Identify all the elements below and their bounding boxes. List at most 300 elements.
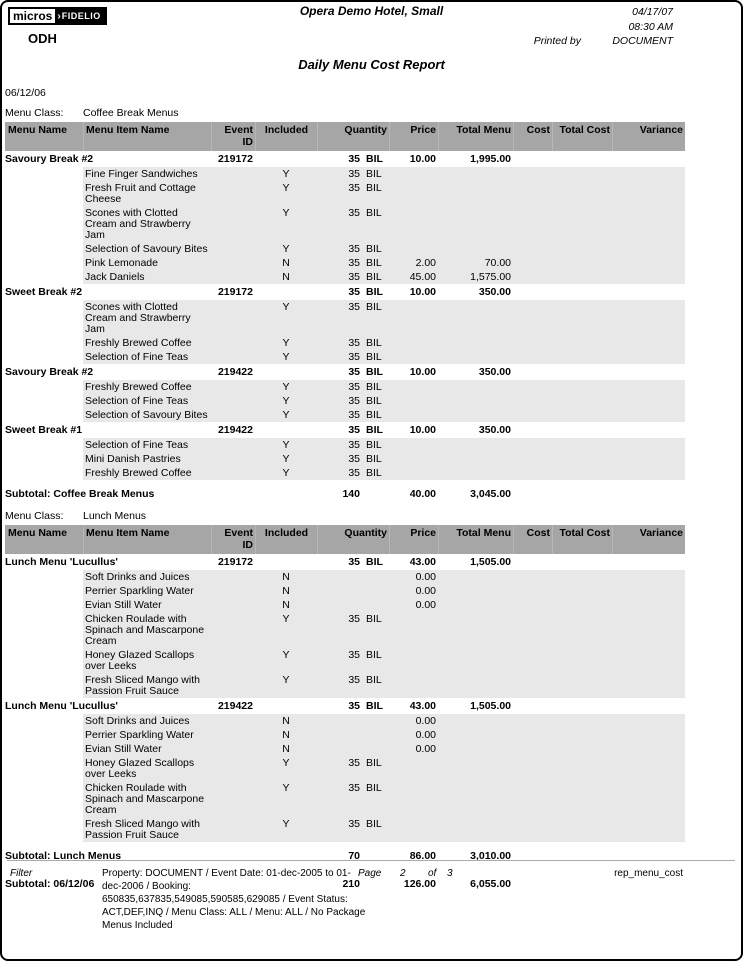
menu-total: 350.00: [478, 424, 511, 436]
item-quantity-unit: BIL: [366, 395, 382, 407]
column-header: Total Menu: [438, 122, 513, 151]
page-of-label: of: [428, 868, 437, 879]
menu-item-row: [83, 742, 685, 756]
item-quantity-unit: [362, 584, 389, 598]
item-included-flag: Y: [282, 782, 290, 794]
item-total: [438, 714, 513, 728]
item-included-flag: Y: [282, 395, 290, 407]
item-included-flag: Y: [282, 207, 290, 219]
item-price: [389, 167, 438, 181]
item-price: [389, 438, 438, 452]
item-total: [438, 206, 513, 242]
menu-class-label: Menu Class:: [5, 510, 64, 522]
item-included-flag: Y: [282, 409, 290, 421]
menu-class-value: Coffee Break Menus: [83, 107, 179, 119]
menu-item-row: [83, 167, 685, 181]
item-total: [438, 300, 513, 336]
item-total: [438, 242, 513, 256]
item-price: 45.00: [409, 271, 436, 283]
item-included-flag: Y: [282, 351, 290, 363]
report-date: 06/12/06: [5, 87, 46, 99]
item-quantity-unit: BIL: [366, 782, 382, 794]
menu-item-row: [83, 466, 685, 480]
item-quantity: 35: [348, 207, 360, 219]
item-name: Selection of Fine Teas: [85, 351, 189, 363]
menu-quantity-unit: BIL: [366, 700, 383, 712]
item-quantity: 35: [348, 337, 360, 349]
item-price: [389, 612, 438, 648]
item-name: Fine Finger Sandwiches: [85, 168, 198, 180]
menu-item-row: [83, 408, 685, 422]
item-included-flag: Y: [282, 439, 290, 451]
item-quantity: [317, 584, 362, 598]
table-header-row: [5, 122, 685, 151]
menu-event-id: 219422: [217, 366, 253, 378]
menu-name: Lunch Menu 'Lucullus': [5, 556, 118, 568]
item-total: [438, 648, 513, 673]
item-price: 0.00: [415, 599, 436, 611]
page-label: Page: [358, 868, 382, 879]
menu-quantity: 35: [348, 153, 360, 165]
item-total: [438, 336, 513, 350]
item-quantity: 35: [348, 613, 360, 625]
print-time: 08:30 AM: [628, 20, 673, 33]
menu-class-label: Menu Class:: [5, 107, 64, 119]
menu-item-row: [83, 648, 685, 673]
item-quantity-unit: BIL: [366, 613, 382, 625]
table-header-row: [5, 525, 685, 554]
menu-quantity-unit: BIL: [366, 153, 383, 165]
menu-class-row: [5, 107, 685, 119]
item-quantity-unit: BIL: [366, 351, 382, 363]
item-quantity: 35: [348, 271, 360, 283]
item-name: Pink Lemonade: [85, 257, 158, 269]
item-price: [389, 452, 438, 466]
subtotal-quantity: 210: [342, 878, 360, 890]
item-total: [438, 380, 513, 394]
menu-name: Savoury Break #2: [5, 366, 94, 378]
subtotal-total: 3,010.00: [470, 850, 511, 862]
menu-item-row: [83, 598, 685, 612]
item-price: 0.00: [415, 585, 436, 597]
item-included-flag: Y: [282, 301, 290, 313]
menu-quantity-unit: BIL: [366, 424, 383, 436]
item-total: [438, 181, 513, 206]
item-quantity-unit: [362, 728, 389, 742]
column-header: Cost: [513, 122, 552, 151]
menu-quantity: 35: [348, 366, 360, 378]
column-header: Variance: [612, 122, 685, 151]
item-quantity-unit: BIL: [366, 649, 382, 661]
item-name: Selection of Fine Teas: [85, 395, 189, 407]
menu-price: 43.00: [409, 700, 436, 712]
item-quantity-unit: BIL: [366, 207, 382, 219]
hotel-name: Opera Demo Hotel, Small: [299, 4, 444, 18]
item-quantity: 35: [348, 257, 360, 269]
item-name: Jack Daniels: [85, 271, 145, 283]
item-price: [389, 242, 438, 256]
item-total: [438, 394, 513, 408]
item-name: Chicken Roulade with Spinach and Mascarpone Cream: [85, 782, 205, 816]
menu-event-id: 219422: [217, 424, 253, 436]
item-included-flag: Y: [282, 381, 290, 393]
item-price: 2.00: [415, 257, 436, 269]
item-included-flag: Y: [282, 168, 290, 180]
item-total: [438, 673, 513, 698]
item-included-flag: N: [282, 257, 290, 269]
item-quantity: 35: [348, 818, 360, 830]
filter-criteria-text: Property: DOCUMENT / Event Date: 01-dec-2005 to 01-dec-2006 / Booking: 650835,637835,549085,590585,629085 / Event Status: ACT,DEF,INQ / Menu Class: ALL / Menu: ALL / No Package Menus Included: [102, 868, 366, 931]
menu-event-id: 219172: [217, 556, 253, 568]
menu-quantity-unit: BIL: [366, 556, 383, 568]
item-quantity: 35: [348, 439, 360, 451]
item-quantity: 35: [348, 757, 360, 769]
menu-item-row: [83, 781, 685, 817]
item-quantity: 35: [348, 467, 360, 479]
item-price: [389, 408, 438, 422]
subtotal-label: Subtotal: Lunch Menus: [5, 850, 122, 862]
column-header: Included: [255, 122, 317, 151]
menu-item-row: [83, 206, 685, 242]
item-total: [438, 408, 513, 422]
item-quantity-unit: BIL: [366, 439, 382, 451]
report-title: Daily Menu Cost Report: [298, 57, 445, 72]
page-number: 2: [400, 868, 406, 879]
item-quantity: [317, 728, 362, 742]
item-price: [389, 394, 438, 408]
item-included-flag: N: [282, 743, 290, 755]
item-name: Selection of Savoury Bites: [85, 243, 208, 255]
item-total: [438, 350, 513, 364]
menu-total: 1,505.00: [470, 700, 511, 712]
item-name: Mini Danish Pastries: [85, 453, 181, 465]
subtotal-label: Subtotal: Coffee Break Menus: [5, 488, 155, 500]
menu-items-block: [83, 714, 685, 842]
subtotal-quantity: 70: [348, 850, 360, 862]
item-total: [438, 598, 513, 612]
menu-quantity-unit: BIL: [366, 286, 383, 298]
menu-total: 350.00: [478, 366, 511, 378]
menu-item-row: [83, 350, 685, 364]
item-name: Fresh Sliced Mango with Passion Fruit Sauce: [85, 818, 200, 841]
item-included-flag: Y: [282, 674, 290, 686]
column-header: Quantity: [317, 525, 389, 554]
column-header: Menu Item Name: [83, 525, 211, 554]
page-count: 3: [447, 868, 453, 879]
item-name: Scones with Clotted Cream and Strawberry Jam: [85, 207, 191, 241]
item-price: [389, 673, 438, 698]
item-price: 0.00: [415, 743, 436, 755]
subtotal-quantity: 140: [342, 488, 360, 500]
item-quantity: 35: [348, 649, 360, 661]
item-quantity: [317, 742, 362, 756]
item-included-flag: Y: [282, 649, 290, 661]
item-name: Perrier Sparkling Water: [85, 585, 194, 597]
item-total: [438, 584, 513, 598]
item-included-flag: Y: [282, 453, 290, 465]
menu-item-row: [83, 438, 685, 452]
item-quantity-unit: BIL: [366, 257, 382, 269]
item-price: 0.00: [415, 729, 436, 741]
item-quantity-unit: BIL: [366, 243, 382, 255]
item-name: Chicken Roulade with Spinach and Mascarpone Cream: [85, 613, 205, 647]
menu-name: Sweet Break #2: [5, 286, 83, 298]
item-name: Evian Still Water: [85, 599, 162, 611]
item-quantity: 35: [348, 168, 360, 180]
item-quantity-unit: BIL: [366, 409, 382, 421]
menu-class-value: Lunch Menus: [83, 510, 147, 522]
menu-name: Lunch Menu 'Lucullus': [5, 700, 118, 712]
menu-items-block: [83, 300, 685, 364]
item-quantity: 35: [348, 395, 360, 407]
menu-item-row: [83, 181, 685, 206]
item-quantity-unit: BIL: [366, 757, 382, 769]
column-header: Total Cost: [552, 525, 612, 554]
item-quantity: [317, 598, 362, 612]
item-name: Freshly Brewed Coffee: [85, 337, 192, 349]
column-header: Price: [389, 122, 438, 151]
menu-total: 350.00: [478, 286, 511, 298]
menu-price: 43.00: [409, 556, 436, 568]
column-header: Quantity: [317, 122, 389, 151]
menu-name: Sweet Break #1: [5, 424, 83, 436]
item-quantity-unit: [362, 714, 389, 728]
item-quantity-unit: BIL: [366, 168, 382, 180]
item-total: [438, 570, 513, 584]
item-name: Soft Drinks and Juices: [85, 571, 190, 583]
subtotal-price: 40.00: [409, 488, 436, 500]
item-name: Freshly Brewed Coffee: [85, 467, 192, 479]
item-total: 1,575.00: [470, 271, 511, 283]
menu-price: 10.00: [409, 286, 436, 298]
column-header: Included: [255, 525, 317, 554]
column-header: Variance: [612, 525, 685, 554]
report-header: [2, 2, 741, 50]
menu-item-row: [83, 728, 685, 742]
printed-by-label: Printed by: [533, 35, 581, 47]
menu-event-id: 219422: [217, 700, 253, 712]
menu-name: Savoury Break #2: [5, 153, 94, 165]
menu-event-id: 219172: [217, 153, 253, 165]
item-price: [389, 466, 438, 480]
item-name: Fresh Sliced Mango with Passion Fruit Sauce: [85, 674, 200, 697]
item-price: [389, 206, 438, 242]
subtotal-price: 86.00: [409, 850, 436, 862]
menu-item-row: [83, 300, 685, 336]
menu-item-row: [83, 714, 685, 728]
print-date: 04/17/07: [632, 6, 673, 18]
printed-by-value: DOCUMENT: [612, 35, 673, 47]
item-quantity: 35: [348, 782, 360, 794]
item-included-flag: N: [282, 571, 290, 583]
class-subtotal-row: [5, 849, 685, 864]
column-header: Price: [389, 525, 438, 554]
item-included-flag: Y: [282, 613, 290, 625]
item-quantity-unit: BIL: [366, 337, 382, 349]
printed-by-row: [453, 34, 673, 49]
menu-row: [5, 284, 685, 300]
item-total: [438, 742, 513, 756]
menu-row: [5, 422, 685, 438]
item-quantity: 35: [348, 351, 360, 363]
item-total: 70.00: [484, 257, 511, 269]
menu-price: 10.00: [409, 366, 436, 378]
column-header: Total Cost: [552, 122, 612, 151]
menu-quantity: 35: [348, 424, 360, 436]
logo-fidelio-text: FIDELIO: [61, 11, 101, 21]
menu-item-row: [83, 756, 685, 781]
item-included-flag: Y: [282, 243, 290, 255]
item-quantity-unit: BIL: [366, 381, 382, 393]
item-quantity-unit: [362, 570, 389, 584]
item-name: Evian Still Water: [85, 743, 162, 755]
menu-item-row: [83, 584, 685, 598]
item-total: [438, 781, 513, 817]
item-included-flag: N: [282, 729, 290, 741]
item-total: [438, 452, 513, 466]
item-included-flag: Y: [282, 757, 290, 769]
menu-row: [5, 364, 685, 380]
item-price: [389, 648, 438, 673]
item-quantity: 35: [348, 301, 360, 313]
report-id: rep_menu_cost: [614, 868, 683, 879]
item-name: Soft Drinks and Juices: [85, 715, 190, 727]
menu-items-block: [83, 570, 685, 698]
report-table: [5, 107, 685, 892]
item-included-flag: N: [282, 599, 290, 611]
item-price: [389, 781, 438, 817]
class-subtotal-row: [5, 487, 685, 502]
column-header: Total Menu: [438, 525, 513, 554]
menu-row: [5, 151, 685, 167]
item-total: [438, 438, 513, 452]
item-quantity: 35: [348, 453, 360, 465]
menu-item-row: [83, 256, 685, 270]
item-price: 0.00: [415, 571, 436, 583]
item-total: [438, 466, 513, 480]
item-quantity-unit: [362, 598, 389, 612]
column-header: Menu Item Name: [83, 122, 211, 151]
item-quantity: 35: [348, 182, 360, 194]
item-total: [438, 817, 513, 842]
item-total: [438, 728, 513, 742]
item-quantity: [317, 570, 362, 584]
item-price: [389, 817, 438, 842]
menu-price: 10.00: [409, 424, 436, 436]
subtotal-total: 6,055.00: [470, 878, 511, 890]
menu-items-block: [83, 438, 685, 480]
item-name: Honey Glazed Scallops over Leeks: [85, 757, 195, 780]
item-quantity-unit: BIL: [366, 818, 382, 830]
column-header: Menu Name: [8, 124, 67, 136]
menu-class-row: [5, 510, 685, 522]
column-header: Event ID: [211, 122, 255, 151]
item-quantity: 35: [348, 243, 360, 255]
menu-item-row: [83, 394, 685, 408]
menu-item-row: [83, 570, 685, 584]
subtotal-total: 3,045.00: [470, 488, 511, 500]
logo-micros-text: micros: [10, 9, 55, 23]
item-quantity-unit: [362, 742, 389, 756]
item-name: Fresh Fruit and Cottage Cheese: [85, 182, 196, 205]
item-price: [389, 181, 438, 206]
subtotal-label: Subtotal: 06/12/06: [5, 878, 95, 890]
menu-item-row: [83, 817, 685, 842]
property-code: ODH: [28, 31, 57, 46]
item-quantity-unit: BIL: [366, 271, 382, 283]
menu-item-row: [83, 336, 685, 350]
menu-total: 1,995.00: [470, 153, 511, 165]
menu-quantity: 35: [348, 556, 360, 568]
item-quantity-unit: BIL: [366, 453, 382, 465]
item-price: [389, 336, 438, 350]
menu-item-row: [83, 270, 685, 284]
item-price: 0.00: [415, 715, 436, 727]
menu-row: [5, 698, 685, 714]
menu-quantity-unit: BIL: [366, 366, 383, 378]
item-name: Freshly Brewed Coffee: [85, 381, 192, 393]
item-included-flag: Y: [282, 337, 290, 349]
column-header: Menu Name: [8, 527, 67, 539]
filter-label: Filter: [10, 868, 33, 879]
menu-event-id: 219172: [217, 286, 253, 298]
menu-item-row: [83, 612, 685, 648]
column-header: Event ID: [211, 525, 255, 554]
item-included-flag: N: [282, 271, 290, 283]
item-included-flag: Y: [282, 467, 290, 479]
item-included-flag: N: [282, 715, 290, 727]
item-name: Perrier Sparkling Water: [85, 729, 194, 741]
item-total: [438, 612, 513, 648]
item-quantity: 35: [348, 674, 360, 686]
item-name: Scones with Clotted Cream and Strawberry Jam: [85, 301, 191, 335]
logo-arrow-icon: ›: [57, 10, 61, 22]
menu-row: [5, 554, 685, 570]
item-quantity-unit: BIL: [366, 301, 382, 313]
item-total: [438, 167, 513, 181]
item-name: Honey Glazed Scallops over Leeks: [85, 649, 195, 672]
item-quantity-unit: BIL: [366, 467, 382, 479]
menu-items-block: [83, 167, 685, 284]
menu-price: 10.00: [409, 153, 436, 165]
print-info: [453, 5, 673, 49]
item-quantity-unit: BIL: [366, 674, 382, 686]
item-included-flag: Y: [282, 818, 290, 830]
column-header: Cost: [513, 525, 552, 554]
item-quantity-unit: BIL: [366, 182, 382, 194]
item-price: [389, 756, 438, 781]
item-included-flag: N: [282, 585, 290, 597]
menu-total: 1,505.00: [470, 556, 511, 568]
item-quantity: 35: [348, 381, 360, 393]
item-included-flag: Y: [282, 182, 290, 194]
menu-item-row: [83, 242, 685, 256]
item-name: Selection of Fine Teas: [85, 439, 189, 451]
item-price: [389, 380, 438, 394]
item-quantity: 35: [348, 409, 360, 421]
footer-divider: [7, 860, 735, 861]
menu-quantity: 35: [348, 700, 360, 712]
item-total: [438, 756, 513, 781]
menu-item-row: [83, 452, 685, 466]
item-name: Selection of Savoury Bites: [85, 409, 208, 421]
subtotal-price: 126.00: [403, 878, 436, 890]
menu-quantity: 35: [348, 286, 360, 298]
item-price: [389, 300, 438, 336]
menu-item-row: [83, 673, 685, 698]
item-quantity: [317, 714, 362, 728]
menu-item-row: [83, 380, 685, 394]
